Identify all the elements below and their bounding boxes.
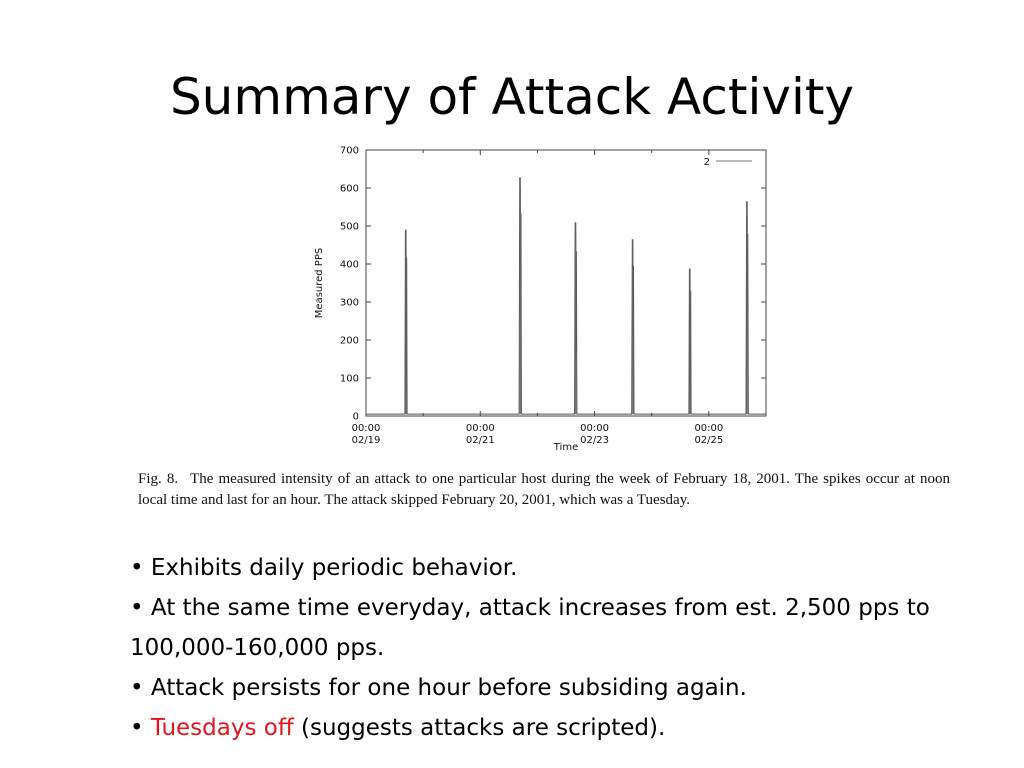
bullet-text: (suggests attacks are scripted).: [293, 715, 666, 741]
x-tick-label-date: 02/23: [580, 435, 609, 446]
x-tick-label-time: 00:00: [351, 423, 381, 434]
x-tick-label-date: 02/19: [351, 435, 381, 446]
bullet-marker: •: [130, 715, 144, 741]
y-tick-label: 400: [339, 259, 359, 271]
y-tick-label: 600: [339, 183, 359, 195]
figure-caption-label: Fig. 8.: [138, 471, 179, 487]
bullet-marker: •: [130, 675, 144, 701]
y-axis-label: Measured PPS: [314, 247, 325, 319]
x-tick-label-time: 00:00: [465, 423, 495, 434]
bullet-text: Exhibits daily periodic behavior.: [150, 555, 518, 581]
figure-caption: [138, 469, 950, 511]
bullet-text: Attack persists for one hour before subsiding again.: [150, 675, 747, 701]
plot-frame: [366, 150, 766, 416]
y-tick-label: 700: [339, 145, 359, 157]
y-tick-label: 300: [339, 297, 359, 309]
x-tick-label-time: 00:00: [580, 423, 609, 434]
bullet-marker: •: [130, 595, 144, 621]
figure-caption-text: The measured intensity of an attack to one particular host during the week of February 18, 2001. The spikes occur at noon local time and last for an hour. The attack skipped February 20, 2001, which was a Tuesday.: [138, 471, 950, 508]
bullet-item: [130, 548, 990, 588]
bullet-marker: •: [130, 555, 144, 581]
x-tick-label-date: 02/21: [465, 435, 495, 446]
x-tick-label-time: 00:00: [694, 423, 724, 434]
y-tick-label: 200: [339, 335, 359, 347]
bullet-text: At the same time everyday, attack increases from est. 2,500 pps to 100,000-160,000 pps.: [130, 595, 930, 661]
slide-title: Summary of Attack Activity: [169, 68, 855, 126]
x-tick-label-date: 02/25: [694, 435, 724, 446]
y-tick-label: 100: [339, 373, 359, 385]
y-tick-label: 500: [339, 221, 359, 233]
bullet-item: [130, 708, 990, 748]
bullet-list: [130, 548, 990, 748]
bullet-highlight: Tuesdays off: [150, 715, 294, 741]
bullet-item: [130, 588, 990, 668]
series-line: [367, 177, 766, 414]
attack-chart: [300, 140, 780, 460]
bullet-item: [130, 668, 990, 708]
y-tick-label: 0: [352, 411, 359, 423]
x-axis-label: Time: [553, 442, 579, 453]
legend-label: 2: [703, 157, 710, 168]
